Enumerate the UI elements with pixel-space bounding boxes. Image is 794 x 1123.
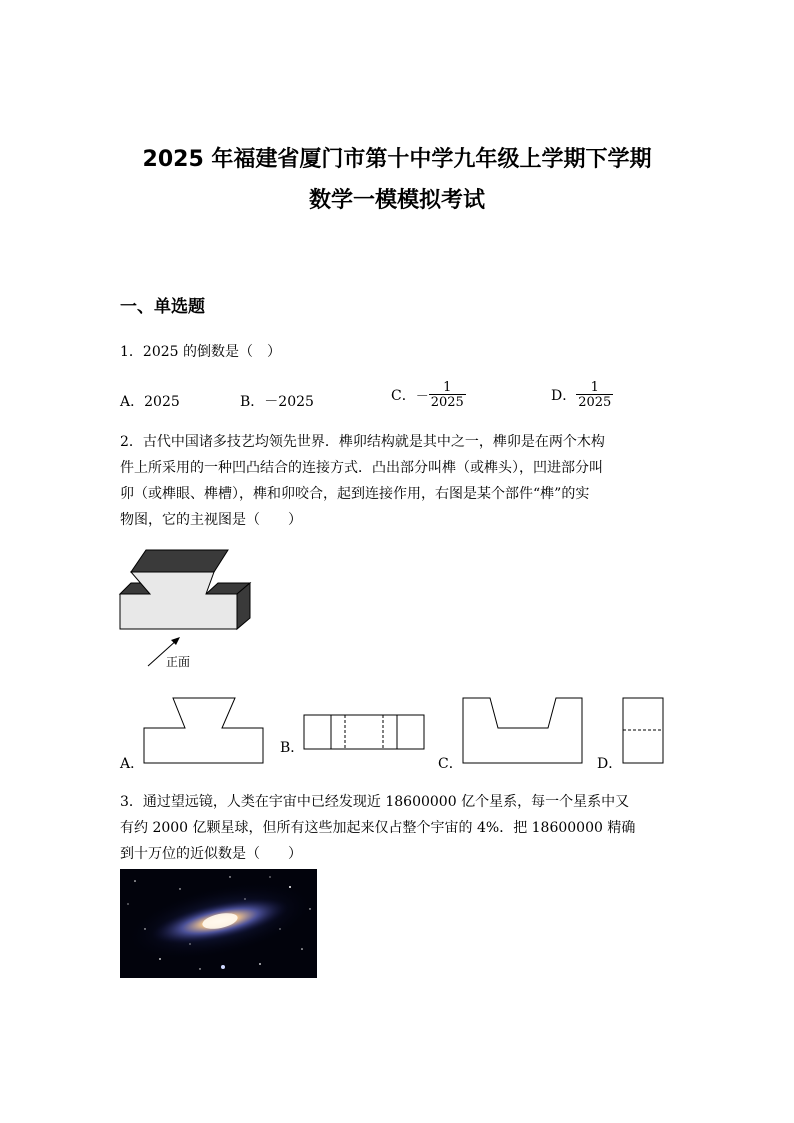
q1-option-b[interactable] xyxy=(240,391,314,411)
page-title-line-2: 数学一模模拟考试 xyxy=(308,188,485,213)
q1-option-d-fraction xyxy=(576,381,613,409)
page-title-line-1: 2025 年福建省厦门市第十中学九年级上学期下学期 xyxy=(142,147,652,172)
fraction-denominator: 2025 xyxy=(430,395,464,410)
q1-option-c[interactable] xyxy=(391,381,466,409)
q1-option-b-label: B． xyxy=(240,394,265,410)
q2-option-c-label[interactable]: C． xyxy=(438,756,463,772)
tenon-3d-figure xyxy=(118,546,258,636)
q2-line-4: 物图，它的主视图是（ ） xyxy=(120,512,302,528)
q1-option-d[interactable] xyxy=(551,381,613,409)
figure-front-label: 正面 xyxy=(166,655,191,669)
q3-line-2: 有约 2000 亿颗星球，但所有这些加起来仅占整个宇宙的 4%．把 18600000 精确 xyxy=(120,820,636,836)
q2-line-3: 卯（或榫眼、榫槽），榫和卯咬合，起到连接作用，右图是某个部件“榫”的实 xyxy=(120,486,590,502)
q2-option-a-label[interactable]: A． xyxy=(120,756,145,772)
fraction-numerator: 1 xyxy=(443,380,452,395)
q1-option-a-text: 2025 xyxy=(144,394,180,410)
q2-option-d-figure[interactable] xyxy=(622,697,664,765)
q2-option-a-figure[interactable] xyxy=(143,697,265,765)
question-1-stem: 1．2025 的倒数是（ ） xyxy=(120,344,281,360)
q1-option-c-sign: － xyxy=(415,389,429,405)
q1-option-a[interactable] xyxy=(120,391,180,411)
q1-option-c-label: C． xyxy=(391,388,416,404)
q2-option-b-label[interactable]: B． xyxy=(280,740,305,756)
question-2-stem xyxy=(120,429,675,533)
fraction-numerator: 1 xyxy=(590,380,599,395)
q3-line-3: 到十万位的近似数是（ ） xyxy=(120,846,302,862)
q2-option-b-figure[interactable] xyxy=(303,714,425,750)
q1-option-b-text: －2025 xyxy=(264,394,314,410)
q2-option-c-figure[interactable] xyxy=(462,697,584,765)
section-heading: 一、单选题 xyxy=(120,297,205,317)
q1-option-d-label: D． xyxy=(551,388,577,404)
question-3-stem xyxy=(120,789,675,867)
q2-option-d-label[interactable]: D． xyxy=(597,756,623,772)
q2-line-1: 2．古代中国诸多技艺均领先世界．榫卯结构就是其中之一，榫卯是在两个木构 xyxy=(120,434,605,450)
q3-line-1: 3．通过望远镜，人类在宇宙中已经发现近 18600000 亿个星系，每一个星系中又 xyxy=(120,794,630,810)
galaxy-image xyxy=(120,869,317,978)
q1-option-a-label: A． xyxy=(120,394,145,410)
fraction-denominator: 2025 xyxy=(578,395,612,410)
q1-option-c-fraction xyxy=(429,381,466,409)
q2-line-2: 件上所采用的一种凹凸结合的连接方式．凸出部分叫榫（或榫头），凹进部分叫 xyxy=(120,460,603,476)
